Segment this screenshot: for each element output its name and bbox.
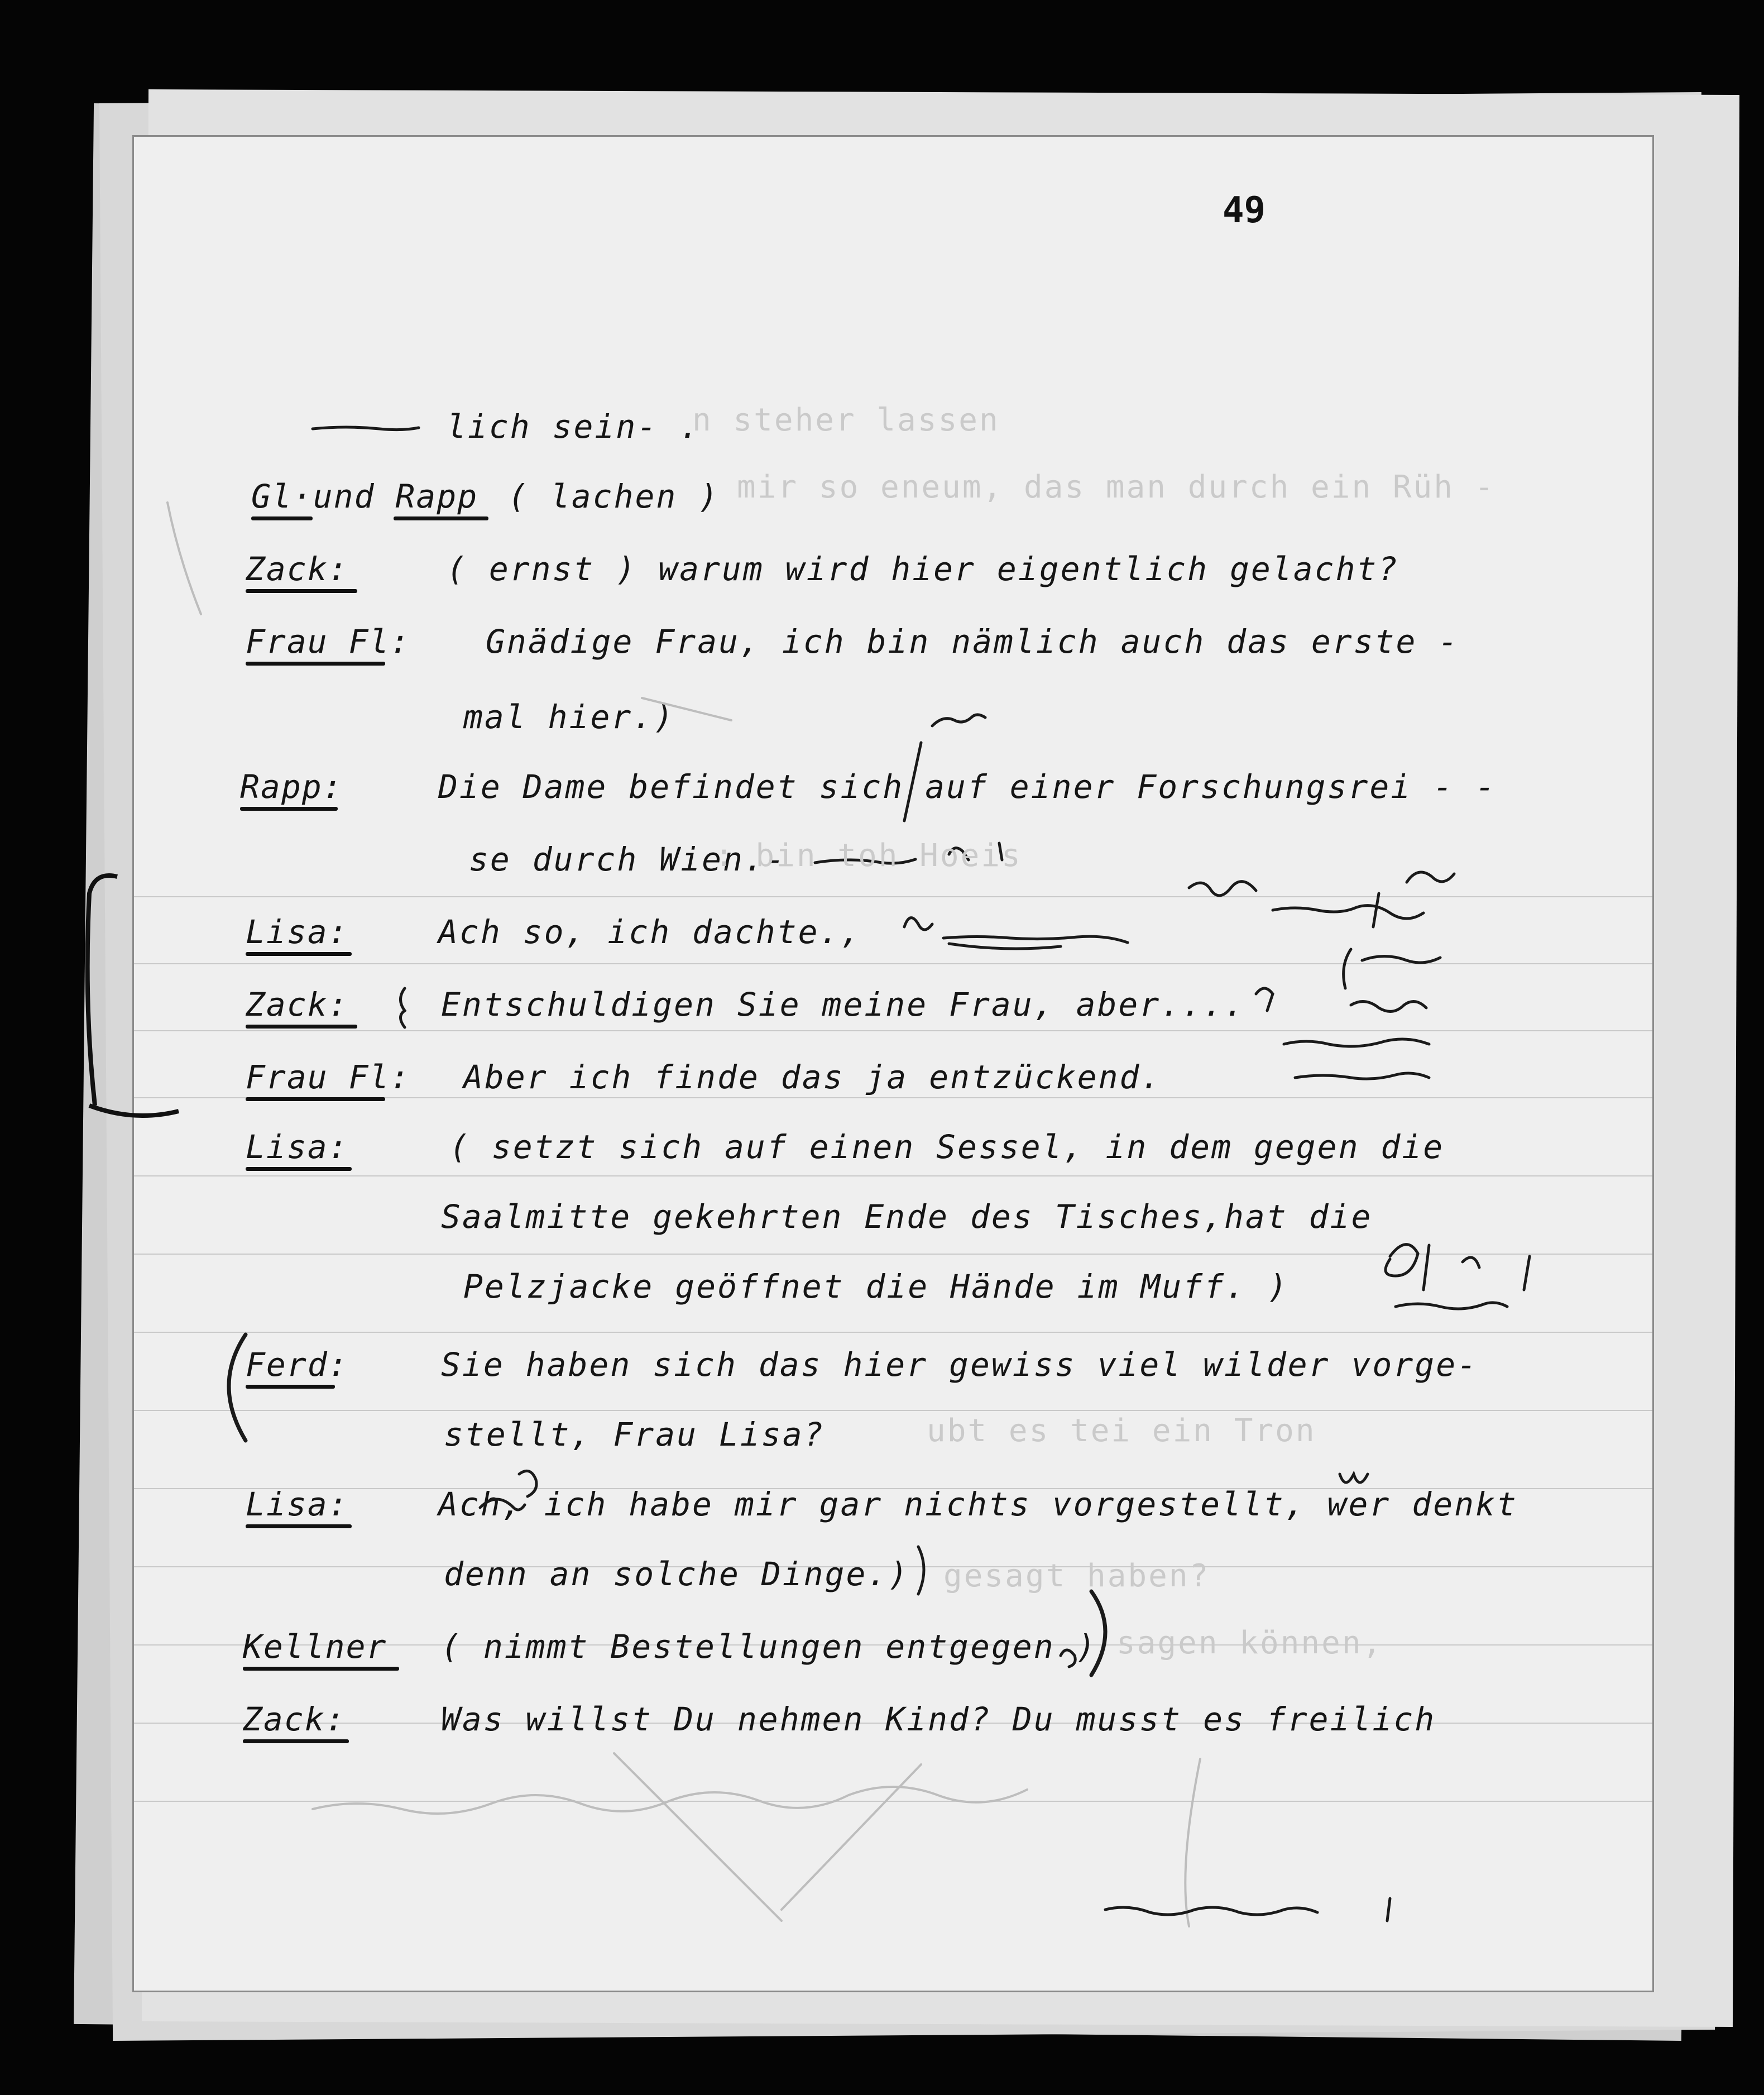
script-line: Sie haben sich das hier gewiss viel wilder vorge-: [441, 1346, 1479, 1384]
script-line: ( ernst ) warum wird hier eigentlich gelacht?: [447, 550, 1399, 588]
script-line: Ach so, ich dachte.,: [438, 913, 862, 951]
script-line: stellt, Frau Lisa?: [444, 1415, 825, 1453]
speaker-name: Zack:: [243, 1700, 346, 1738]
speaker-name: Frau Fl:: [246, 623, 411, 661]
show-through-text: gesagt haben?: [943, 1558, 1210, 1594]
script-line: ( setzt sich auf einen Sessel, in dem gegen die: [449, 1128, 1445, 1166]
script-line: ( nimmt Bestellungen entgegen ): [441, 1628, 1097, 1666]
script-line: Aber ich finde das ja entzückend.: [463, 1058, 1162, 1096]
show-through-text: mir so eneum, das man durch ein Rüh -: [737, 469, 1495, 505]
speaker-name: Rapp:: [240, 768, 343, 806]
script-line: denn an solche Dinge.): [444, 1555, 910, 1593]
speaker-name: Gl·und Rapp: [251, 477, 478, 515]
speaker-name: Lisa:: [246, 913, 349, 951]
script-line: Entschuldigen Sie meine Frau, aber....: [441, 986, 1245, 1023]
show-through-text: sagen können,: [1116, 1625, 1383, 1661]
script-line: Saalmitte gekehrten Ende des Tisches,hat die: [441, 1198, 1373, 1236]
speaker-name: Zack:: [246, 986, 349, 1023]
script-line: lich sein- .: [447, 408, 701, 446]
speaker-name: Frau Fl:: [246, 1058, 411, 1096]
script-line: Gnädige Frau, ich bin nämlich auch das erste -: [486, 623, 1460, 661]
show-through-text: ubt es tei ein Tron: [927, 1413, 1316, 1449]
speaker-name: Kellner: [243, 1628, 387, 1666]
show-through-text: n steher lassen: [692, 402, 1000, 438]
script-line: Pelzjacke geöffnet die Hände im Muff. ): [463, 1267, 1289, 1305]
script-line: Die Dame befindet sich auf einer Forschungsrei - -: [438, 768, 1497, 806]
show-through-text: : bin toh Hoeis: [715, 838, 1022, 874]
page-number: 49: [1223, 190, 1266, 231]
script-line: ( lachen ): [508, 477, 720, 515]
speaker-name: Lisa:: [246, 1128, 349, 1166]
script-line: mal hier.): [463, 698, 675, 736]
script-line: Ach, ich habe mir gar nichts vorgestellt, wer denkt: [438, 1485, 1518, 1523]
script-line: Was willst Du nehmen Kind? Du musst es freilich: [441, 1700, 1436, 1738]
script-line: se durch Wien.-: [469, 840, 787, 878]
speaker-name: Lisa:: [246, 1485, 349, 1523]
speaker-name: Ferd:: [246, 1346, 349, 1384]
speaker-name: Zack:: [246, 550, 349, 588]
